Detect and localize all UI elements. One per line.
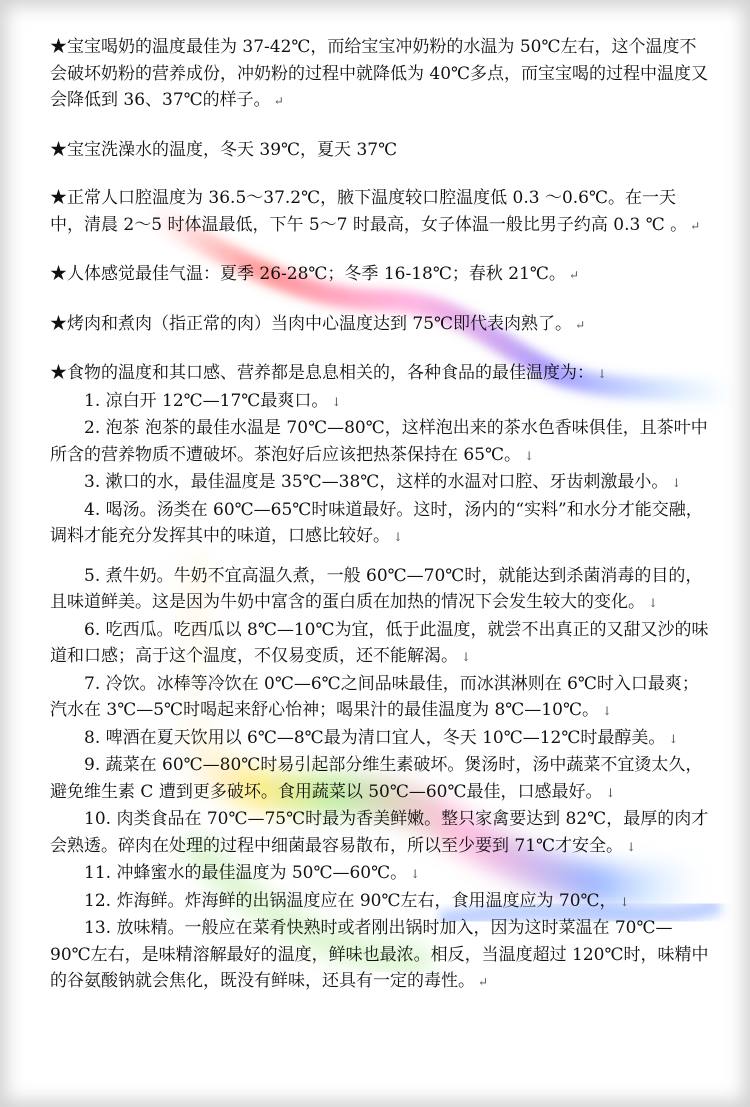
paragraph-mark-icon: ↓	[605, 785, 616, 800]
paragraph-mark-icon: ↓	[668, 731, 679, 746]
list-item: 1. 凉白开 12℃—17℃最爽口。 ↓	[84, 390, 342, 411]
paragraph-mark-icon: ↓	[461, 650, 472, 664]
paragraph-mark-icon: ↵	[690, 218, 701, 233]
paragraph-mark-icon: ↓	[331, 394, 342, 409]
list-item: 4. 喝汤。汤类在 60℃—65℃时味道最好。这时，汤内的“实料”和水分才能交融，调料才能充分发挥其中的味道，口感比较好。 ↓	[50, 499, 703, 546]
list-item: 10. 肉类食品在 70℃—75℃时最为香美鲜嫩。整只家禽要达到 82℃，最厚的肉才会熟透。碎肉在处理的过程中细菌最容易散布，所以至少要到 71℃才安全。 ↓	[50, 809, 709, 856]
paragraph-comfort-temperature: ★人体感觉最佳气温：夏季 26-28℃；冬季 16-18℃；春秋 21℃。 ↵	[50, 264, 579, 284]
list-item: 2. 泡茶 泡茶的最佳水温是 70℃—80℃，这样泡出来的茶水色香味俱佳，且茶叶中所含的营养物质不遭破坏。茶泡好后应该把热茶保持在 65℃。 ↓	[50, 418, 708, 465]
paragraph-mark-icon: ↓	[619, 894, 630, 909]
paragraph-food-intro: ★食物的温度和其口感、营养都是息息相关的，各种食品的最佳温度为： ↓	[50, 363, 608, 383]
paragraph-mark-icon: ↓	[648, 596, 659, 610]
paragraph-mark-icon: ↓	[626, 839, 637, 854]
paragraph-meat: ★烤肉和煮肉（指正常的肉）当肉中心温度达到 75℃即代表肉熟了。 ↵	[50, 313, 586, 334]
paragraph-mark-icon: ↵	[575, 317, 586, 332]
paragraph-mark-icon: ↵	[273, 94, 284, 108]
paragraph-mark-icon: ↓	[393, 530, 404, 544]
list-item: 3. 漱口的水，最佳温度是 35℃—38℃，这样的水温对口腔、牙齿刺激最小。 ↓	[84, 472, 682, 492]
list-item: 6. 吃西瓜。吃西瓜以 8℃—10℃为宜，低于此温度，就尝不出真正的又甜又沙的味道和口感；高于这个温度，不仅易变质，还不能解渴。 ↓	[50, 619, 709, 666]
list-item: 8. 啤酒在夏天饮用以 6℃—8℃最为清口宜人，冬天 10℃—12℃时最醇美。 ↓	[84, 727, 679, 748]
paragraph-mark-icon: ↓	[671, 476, 682, 490]
list-item: 7. 冷饮。冰棒等冷饮在 0℃—6℃之间品味最佳，而冰淇淋则在 6℃时入口最爽；汽水在 3℃—5℃时喝起来舒心怡神；喝果汁的最佳温度为 8℃—10℃。 ↓	[50, 673, 699, 720]
paragraph-body-temperature: ★正常人口腔温度为 36.5～37.2℃，腋下温度较口腔温度低 0.3 ～0.6℃。在一天中，清晨 2～5 时体温最低，下午 5～7 时最高，女子体温一般比男子约高 0.3 ℃ 。 ↵	[50, 188, 701, 235]
paragraph-baby-milk: ★宝宝喝奶的温度最佳为 37-42℃，而给宝宝冲奶粉的水温为 50℃左右，这个温度不会破坏奶粉的营养成份，冲奶粉的过程中就降低为 40℃多点，而宝宝喝的过程中温度又会降低到 36、37℃的样子。 ↵	[50, 37, 709, 110]
list-item: 5. 煮牛奶。牛奶不宜高温久煮，一般 60℃—70℃时，就能达到杀菌消毒的目的，且味道鲜美。这是因为牛奶中富含的蛋白质在加热的情况下会发生较大的变化。 ↓	[50, 565, 703, 612]
paragraph-mark-icon: ↓	[597, 367, 608, 381]
paragraph-mark-icon: ↵	[568, 268, 579, 282]
list-item: 13. 放味精。一般应在菜肴快熟时或者刚出锅时加入，因为这时菜温在 70℃—90℃左右，是味精溶解最好的温度，鲜味也最浓。相反，当温度超过 120℃时，味精中的谷氨酸钠就会焦化，既没有鲜味，还具有一定的毒性。 ↵	[50, 918, 709, 991]
paragraph-baby-bath: ★宝宝洗澡水的温度，冬天 39℃，夏天 37℃	[50, 139, 398, 160]
paragraph-mark-icon: ↵	[478, 975, 489, 989]
paragraph-mark-icon: ↓	[524, 448, 535, 463]
paragraph-mark-icon: ↓	[410, 867, 421, 881]
list-item: 12. 炸海鲜。炸海鲜的出锅温度应在 90℃左右，食用温度应为 70℃， ↓	[84, 890, 630, 911]
list-item: 11. 冲蜂蜜水的最佳温度为 50℃—60℃。 ↓	[84, 863, 421, 883]
list-item: 9. 蔬菜在 60℃—80℃时易引起部分维生素破坏。煲汤时，汤中蔬菜不宜烫太久，避免维生素 C 遭到更多破坏。食用蔬菜以 50℃—60℃最佳，口感最好。 ↓	[50, 755, 703, 802]
paragraph-mark-icon: ↓	[601, 704, 613, 718]
